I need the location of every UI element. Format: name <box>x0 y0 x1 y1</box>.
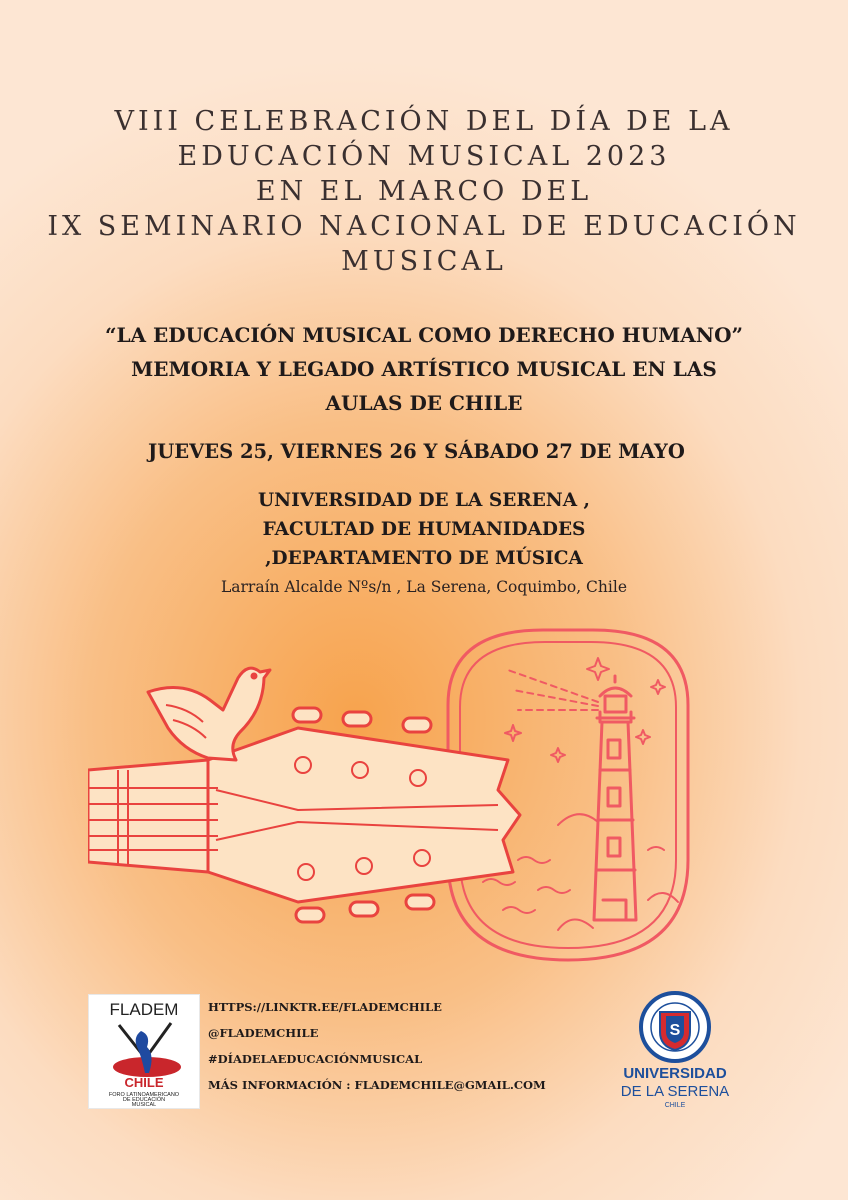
venue-line: FACULTAD DE HUMANIDADES <box>262 519 586 540</box>
contact-links <box>208 994 546 1098</box>
contact-email[interactable]: MÁS INFORMACIÓN : FLADEMCHILE@GMAIL.COM <box>208 1078 546 1092</box>
website-link[interactable]: HTTPS://LINKTR.EE/FLADEMCHILE <box>208 1000 442 1014</box>
fladem-wordmark: FLADEM <box>109 1000 179 1019</box>
event-dates: JUEVES 25, VIERNES 26 Y SÁBADO 27 DE MAYO <box>148 440 685 463</box>
title-line: EN EL MARCO DEL <box>255 176 593 207</box>
fladem-caption: FORO LATINOAMERICANO <box>108 1092 180 1098</box>
theme-line: MEMORIA Y LEGADO ARTÍSTICO MUSICAL EN LAS <box>131 357 717 381</box>
title-line: MUSICAL <box>341 246 507 277</box>
title-line: IX SEMINARIO NACIONAL DE EDUCACIÓN <box>47 211 801 242</box>
venue-line: ,DEPARTAMENTO DE MÚSICA <box>265 548 583 569</box>
guitar-headstock-icon <box>88 708 520 922</box>
fladem-chile-logo <box>88 994 200 1109</box>
fladem-caption: DE EDUCACIÓN <box>122 1097 166 1103</box>
fladem-country: CHILE <box>124 1075 164 1090</box>
fladem-caption: MUSICAL <box>131 1102 157 1108</box>
venue-line: UNIVERSIDAD DE LA SERENA , <box>258 490 590 511</box>
theme-line: AULAS DE CHILE <box>325 391 523 415</box>
title-line: VIII CELEBRACIÓN DEL DÍA DE LA <box>114 106 734 137</box>
universidad-la-serena-logo <box>600 990 750 1120</box>
uls-line3: CHILE <box>664 1102 686 1109</box>
lighthouse-icon <box>594 676 636 920</box>
guitar-lighthouse-illustration <box>88 610 728 980</box>
uls-line1: UNIVERSIDAD <box>623 1065 727 1082</box>
seminar-theme <box>0 318 848 420</box>
venue-address: Larraín Alcalde Nºs/n , La Serena, Coquimbo, Chile <box>220 578 627 596</box>
theme-line: “LA EDUCACIÓN MUSICAL COMO DERECHO HUMANO” <box>104 323 743 347</box>
social-handle[interactable]: @FLADEMCHILE <box>208 1026 319 1040</box>
venue <box>0 486 848 573</box>
hashtag: #DÍADELAEDUCACIÓNMUSICAL <box>208 1052 423 1066</box>
svg-text:S: S <box>669 1022 681 1039</box>
event-title <box>0 104 848 279</box>
uls-line2: DE LA SERENA <box>620 1083 730 1100</box>
title-line: EDUCACIÓN MUSICAL 2023 <box>177 141 671 172</box>
